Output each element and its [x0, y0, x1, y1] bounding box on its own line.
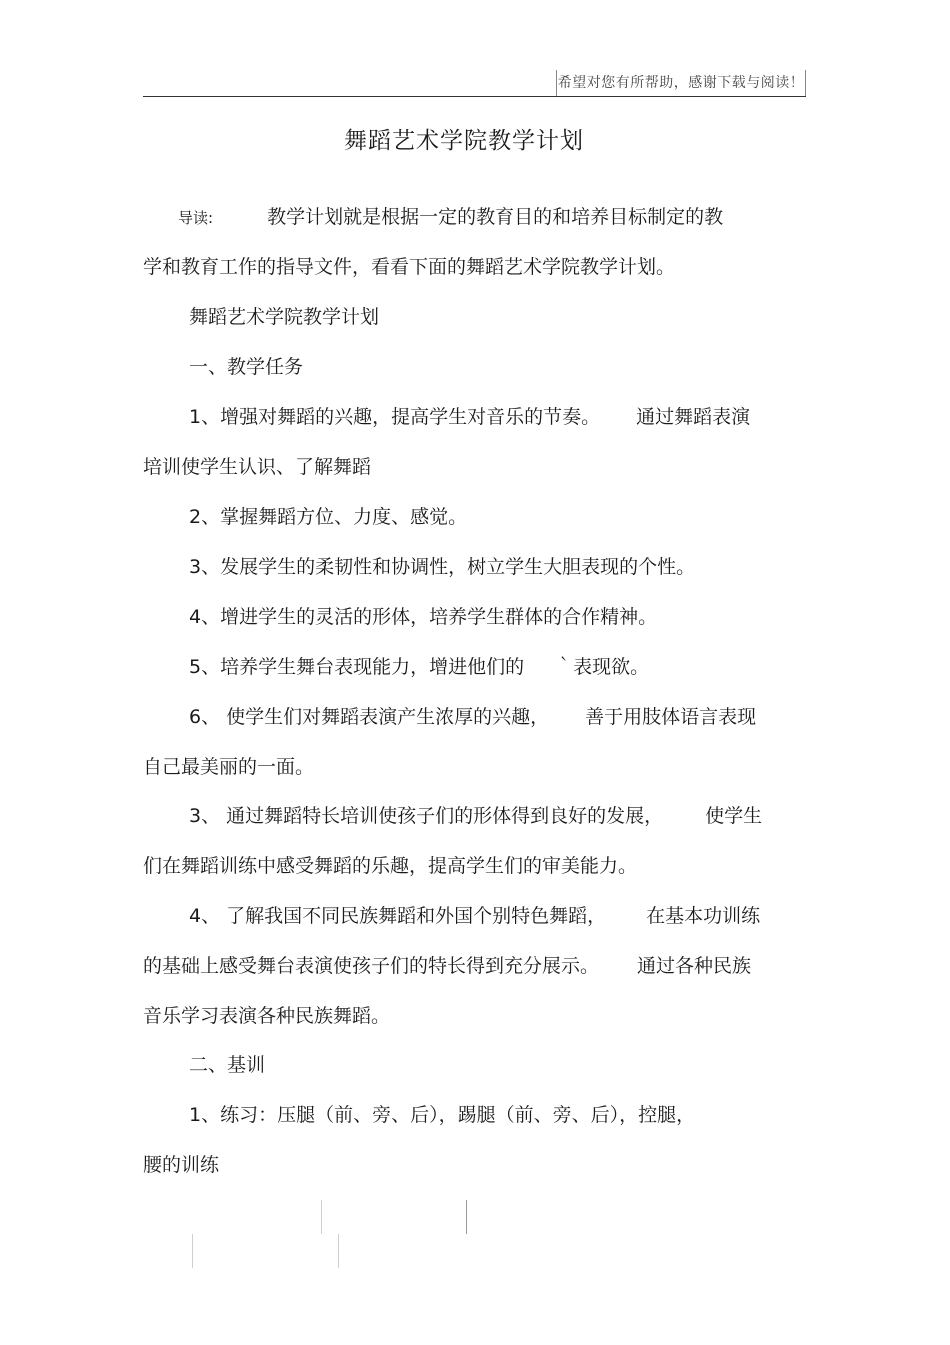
intro-line-2: 学和教育工作的指导文件，看看下面的舞蹈艺术学院教学计划。 — [143, 256, 676, 278]
header-rule — [143, 96, 806, 97]
item7-line-2: 们在舞蹈训练中感受舞蹈的乐趣，提高学生们的审美能力。 — [143, 855, 638, 877]
item7-text-b: 使学生 — [705, 805, 763, 827]
header-note: 希望对您有所帮助，感谢下载与阅读！ — [556, 70, 806, 96]
item8-text-d: 通过各种民族 — [637, 955, 752, 977]
item6-text-b: 善于用肢体语言表现 — [585, 706, 757, 728]
faint-rule — [192, 1234, 193, 1268]
item6-line-1 — [189, 703, 756, 731]
item1-line-1 — [189, 403, 750, 431]
item8-text-a: 4、 了解我国不同民族舞蹈和外国个别特色舞蹈， — [189, 905, 607, 927]
item2: 2、掌握舞蹈方位、力度、感觉。 — [189, 506, 468, 528]
intro-line-1 — [178, 203, 723, 232]
section1-heading: 一、教学任务 — [189, 356, 304, 378]
item8-text-b: 在基本功训练 — [646, 905, 761, 927]
item5 — [189, 653, 649, 681]
item8-text-c: 的基础上感受舞台表演使孩子们的特长得到充分展示。 — [143, 955, 600, 977]
item5-text-b: ｀表现欲。 — [554, 656, 650, 678]
document-title: 舞蹈艺术学院教学计划 — [344, 128, 584, 154]
intro-label: 导读: — [178, 209, 214, 227]
item1-text-a: 1、增强对舞蹈的兴趣，提高学生对音乐的节奏。 — [189, 406, 601, 428]
faint-rule — [338, 1234, 339, 1268]
item8-line-2 — [143, 952, 751, 980]
basic1-line-2: 腰的训练 — [143, 1154, 220, 1176]
basic1-line-1: 1、练习：压腿（前、旁、后），踢腿（前、旁、后），控腿， — [189, 1104, 696, 1126]
item1-line-2: 培训使学生认识、了解舞蹈 — [143, 456, 372, 478]
item5-text-a: 5、培养学生舞台表现能力，增进他们的 — [189, 656, 525, 678]
section2-heading: 二、基训 — [189, 1054, 266, 1076]
item6-line-2: 自己最美丽的一面。 — [143, 756, 315, 778]
item1-text-b: 通过舞蹈表演 — [636, 406, 751, 428]
item6-text-a: 6、 使学生们对舞蹈表演产生浓厚的兴趣， — [189, 706, 550, 728]
subtitle: 舞蹈艺术学院教学计划 — [189, 306, 380, 328]
item8-line-3: 音乐学习表演各种民族舞蹈。 — [143, 1005, 391, 1027]
item4: 4、增进学生的灵活的形体，培养学生群体的合作精神。 — [189, 606, 658, 628]
intro-text-1: 教学计划就是根据一定的教育目的和培养目标制定的教 — [267, 206, 724, 228]
item3: 3、发展学生的柔韧性和协调性，树立学生大胆表现的个性。 — [189, 556, 696, 578]
item7-line-1 — [189, 802, 762, 830]
item8-line-1 — [189, 902, 760, 930]
faint-rule — [321, 1200, 322, 1234]
item7-text-a: 3、 通过舞蹈特长培训使孩子们的形体得到良好的发展， — [189, 805, 664, 827]
faint-rule — [466, 1200, 467, 1234]
